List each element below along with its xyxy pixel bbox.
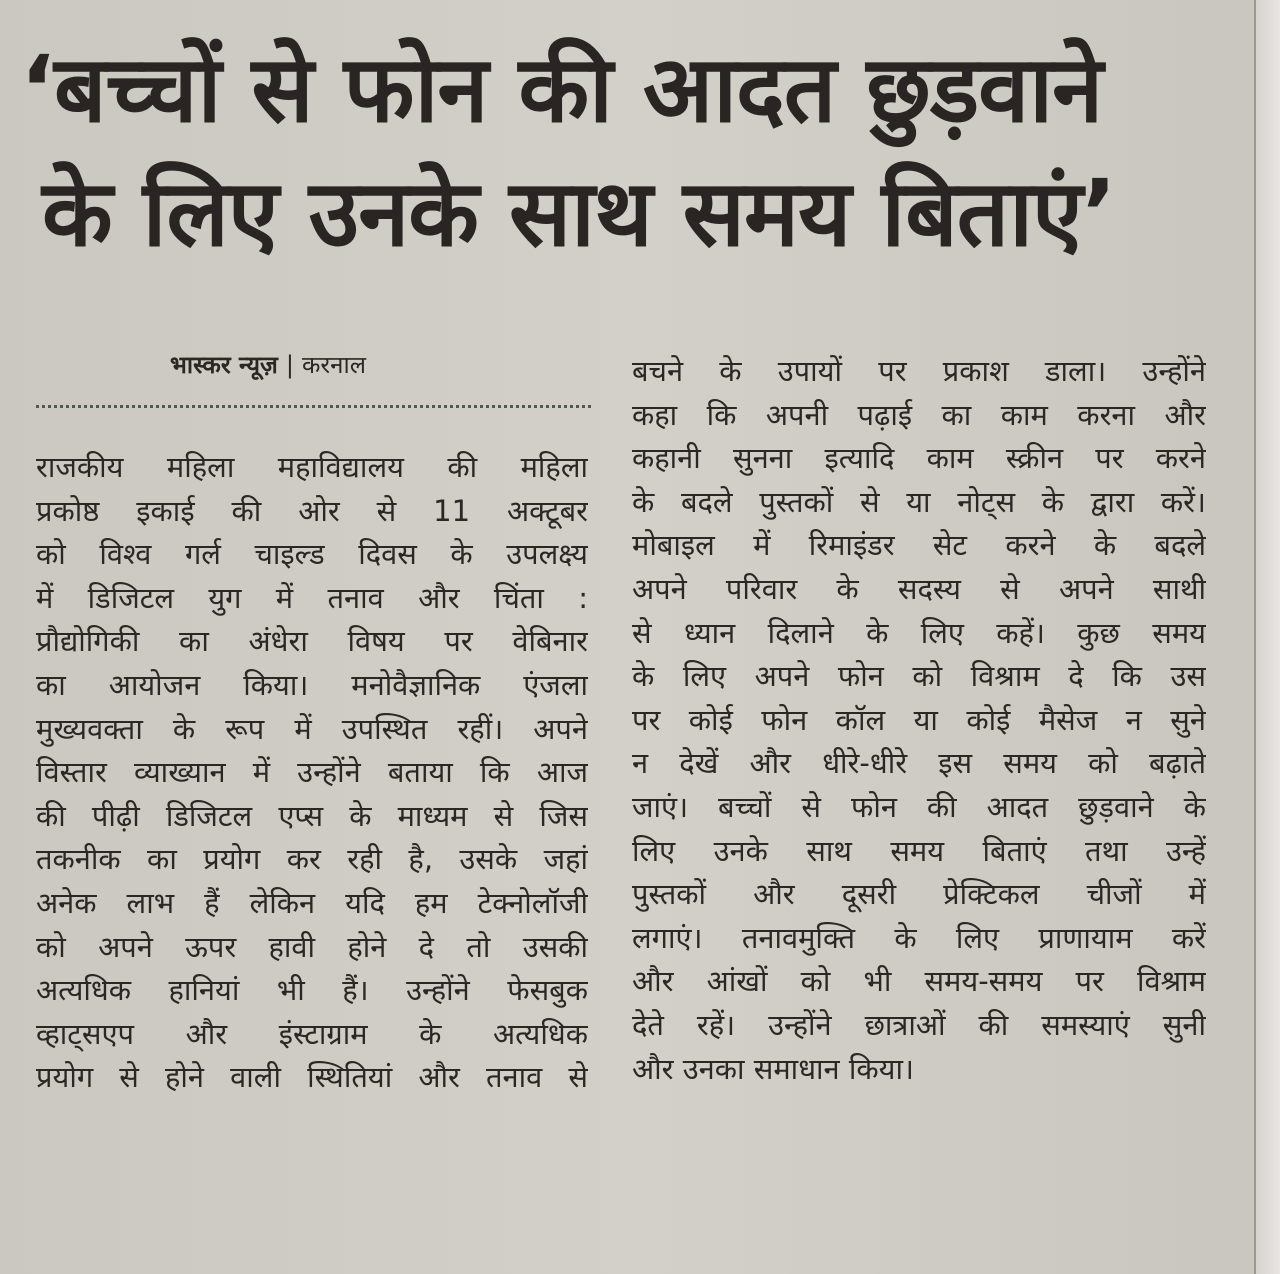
article-line: विस्तार व्याख्यान में उन्होंने बताया कि आज (36, 755, 588, 790)
article-line: के बदले पुस्तकों से या नोट्स के द्वारा करें। (632, 484, 1206, 519)
article-line: को अपने ऊपर हावी होने दे तो उसकी (36, 929, 588, 964)
article-line: के लिए अपने फोन को विश्राम दे कि उस (632, 659, 1206, 694)
article-line: जाएं। बच्चों से फोन की आदत छुड़वाने के (632, 789, 1206, 824)
headline (20, 28, 1220, 276)
article-line: पर कोई फोन कॉल या कोई मैसेज न सुने (632, 702, 1206, 737)
article-line: मुख्यवक्ता के रूप में उपस्थित रहीं। अपने (36, 711, 588, 746)
byline-city: करनाल (301, 351, 366, 379)
article-line: प्रयोग से होने वाली स्थितियां और तनाव से (36, 1060, 588, 1095)
article-line: में डिजिटल युग में तनाव और चिंता : (36, 580, 588, 615)
article-line: को विश्व गर्ल चाइल्ड दिवस के उपलक्ष्य (36, 537, 588, 572)
article-line: अपने परिवार के सदस्य से अपने साथी (632, 571, 1206, 606)
dotted-divider (36, 405, 591, 408)
right-column (632, 350, 1206, 1091)
article-line: और उनका समाधान किया। (632, 1051, 914, 1086)
article-line: तकनीक का प्रयोग कर रही है, उसके जहां (36, 842, 588, 877)
article-line: की पीढ़ी डिजिटल एप्स के माध्यम से जिस (36, 798, 588, 833)
article-line: का आयोजन किया। मनोवैज्ञानिक एंजला (36, 667, 588, 702)
byline (170, 348, 366, 381)
article-line: और आंखों को भी समय-समय पर विश्राम (632, 964, 1206, 999)
article-line: अत्यधिक हानियां भी हैं। उन्होंने फेसबुक (36, 973, 588, 1008)
article-line: बचने के उपायों पर प्रकाश डाला। उन्होंने (632, 354, 1206, 388)
article-line: अनेक लाभ हैं लेकिन यदि हम टेक्नोलॉजी (36, 885, 588, 920)
left-column (36, 446, 588, 1100)
page-edge (1254, 0, 1280, 1274)
article-line: पुस्तकों और दूसरी प्रेक्टिकल चीजों में (632, 877, 1206, 912)
article-line: लगाएं। तनावमुक्ति के लिए प्राणायाम करें (632, 920, 1206, 955)
article-line: से ध्यान दिलाने के लिए कहें। कुछ समय (632, 615, 1206, 650)
article-line: कहानी सुनना इत्यादि काम स्क्रीन पर करने (632, 441, 1206, 476)
article-line: प्रकोष्ठ इकाई की ओर से 11 अक्टूबर (36, 493, 588, 528)
article-line: देते रहें। उन्होंने छात्राओं की समस्याएं सुनी (632, 1007, 1206, 1042)
article-line: कहा कि अपनी पढ़ाई का काम करना और (632, 397, 1206, 432)
article-line: व्हाट्सएप और इंस्टाग्राम के अत्यधिक (36, 1016, 588, 1051)
byline-separator: | (285, 351, 294, 379)
article-line: मोबाइल में रिमाइंडर सेट करने के बदले (632, 528, 1206, 563)
byline-source: भास्कर न्यूज़ (170, 351, 278, 379)
article-line: प्रौद्योगिकी का अंधेरा विषय पर वेबिनार (36, 624, 588, 659)
article-line: राजकीय महिला महाविद्यालय की महिला (36, 450, 588, 484)
article-line: न देखें और धीरे-धीरे इस समय को बढ़ाते (632, 746, 1206, 781)
article-line: लिए उनके साथ समय बिताएं तथा उन्हें (632, 833, 1206, 868)
headline-line-2: के लिए उनके साथ समय बिताएं’ (42, 160, 1116, 267)
headline-line-1: ‘बच्चों से फोन की आदत छुड़वाने (20, 36, 1103, 143)
